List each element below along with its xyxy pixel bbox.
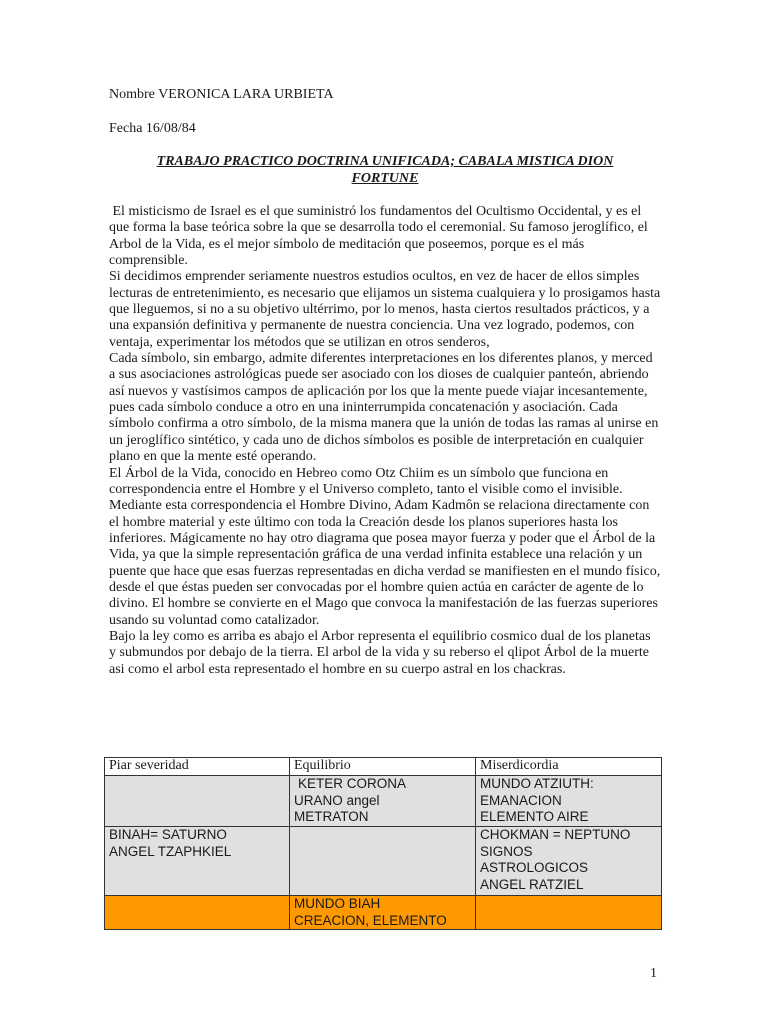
cell-line: ASTROLOGICOS xyxy=(480,860,589,875)
cell-line: ANGEL RATZIEL xyxy=(480,876,584,892)
cell-line: BINAH= SATURNO xyxy=(109,827,227,842)
table-row xyxy=(105,776,662,827)
cell-line: EMANACION xyxy=(480,792,562,808)
document-title xyxy=(109,153,661,187)
header-equilibrium: Equilibrio xyxy=(290,758,476,776)
paragraph: Cada símbolo, sin embargo, admite diferentes interpretaciones en los diferentes planos, y merced a sus asociaciones astrológicas puede ser asociado con los dioses de cualquier panteón, abriendo así nuevos y vastísimos campos de aplicación por los que la mente puede viajar incesantemente, pues cada símbolo conduce a otro en una ininterrumpida concatenación y asociación. Cada símbolo confirma a otro símbolo, de la misma manera que la unión de todas las ramas al unirse en un jeroglífico sintético, y cada uno de dichos símbolos es posible de interpretación en cualquier plano en que la mente esté operando. xyxy=(109,351,659,465)
title-line-2: FORTUNE xyxy=(351,171,419,186)
paragraph: El misticismo de Israel es el que suministró los fundamentos del Ocultismo Occidental, y es el que forma la base teórica sobre la que se desarrolla todo el ceremonial. Su famoso jeroglífico, el Arbol de la Vida, es el mejor símbolo de meditación que poseemos, porque es el más comprensible. xyxy=(109,204,651,269)
table-cell-atziluth xyxy=(476,776,662,827)
table-cell-chokmah xyxy=(476,827,662,896)
paragraph: Si decidimos emprender seriamente nuestros estudios ocultos, en vez de hacer de ellos simples lecturas de entretenimiento, es necesario que elijamos un sistema cualquiera y lo prosigamos hasta que lleguemos, si no a su objetivo ultérrimo, por lo menos, hasta ciertos resultados prácticos, y a una expansión definitiva y permanente de nuestra conciencia. Una vez logrado, podemos, con ventaja, experimentar los métodos que se utilizan en otros senderos, xyxy=(109,269,661,350)
cell-line: ANGEL TZAPHKIEL xyxy=(109,843,232,859)
tree-of-life-table xyxy=(104,757,662,930)
paragraph: El Árbol de la Vida, conocido en Hebreo como Otz Chiim es un símbolo que funciona en correspondencia entre el Hombre y el Universo completo, tanto el visible como el invisible. Mediante esta correspondencia el Hombre Divino, Adam Kadmôn se relaciona directamente con el hombre material y este último con toda la Creación desde los planos superiores hasta los inferiores. Mágicamente no hay otro diagrama que posea mayor fuerza y poder que el Árbol de la Vida, ya que la simple representación gráfica de una verdad infinita establece una relación y un puente que hace que esas fuerzas representadas en dicha verdad se manifiesten en el mundo físico, desde el que éstas pueden ser convocadas por el hombre quien actúa en carácter de agente de lo divino. El hombre se convierte en el Mago que convoca la manifestación de las fuerzas superiores usando su voluntad como catalizador. xyxy=(109,465,661,628)
cell-line: CHOKMAN = NEPTUNO xyxy=(480,827,631,842)
body-text xyxy=(109,204,661,678)
cell-line: CREACION, ELEMENTO xyxy=(294,912,447,928)
table-row xyxy=(105,896,662,930)
paragraph: Bajo la ley como es arriba es abajo el Arbor representa el equilibrio cosmico dual de los planetas y submundos por debajo de la tierra. El arbol de la vida y su reberso el qlipot Árbol de la muerte asi como el arbol esta representado el hombre en su cuerpo astral en los chackras. xyxy=(109,628,651,677)
table-cell-empty xyxy=(105,896,290,930)
table-header-row xyxy=(105,758,662,776)
table-row xyxy=(105,827,662,896)
cell-line: MUNDO ATZIUTH: xyxy=(480,776,594,791)
cell-line: KETER CORONA xyxy=(298,776,407,791)
cell-line: METRATON xyxy=(294,809,369,824)
table-cell-empty xyxy=(105,776,290,827)
table-cell-briah xyxy=(290,896,476,930)
header-mercy: Miserdicordia xyxy=(476,758,662,776)
name-line: Nombre VERONICA LARA URBIETA xyxy=(109,87,334,102)
table-cell-binah xyxy=(105,827,290,896)
table-cell-empty xyxy=(476,896,662,930)
cell-line: URANO angel xyxy=(294,792,380,808)
date-line: Fecha 16/08/84 xyxy=(109,121,196,136)
cell-line: SIGNOS xyxy=(480,843,533,859)
header-severity: Piar severidad xyxy=(105,758,290,776)
title-line-1: TRABAJO PRACTICO DOCTRINA UNIFICADA; CABALA MISTICA DION xyxy=(156,154,614,169)
page-number: 1 xyxy=(650,966,657,981)
cell-line: MUNDO BIAH xyxy=(294,896,381,911)
table-cell-keter xyxy=(290,776,476,827)
cell-line: ELEMENTO AIRE xyxy=(480,809,589,824)
table-cell-empty xyxy=(290,827,476,896)
